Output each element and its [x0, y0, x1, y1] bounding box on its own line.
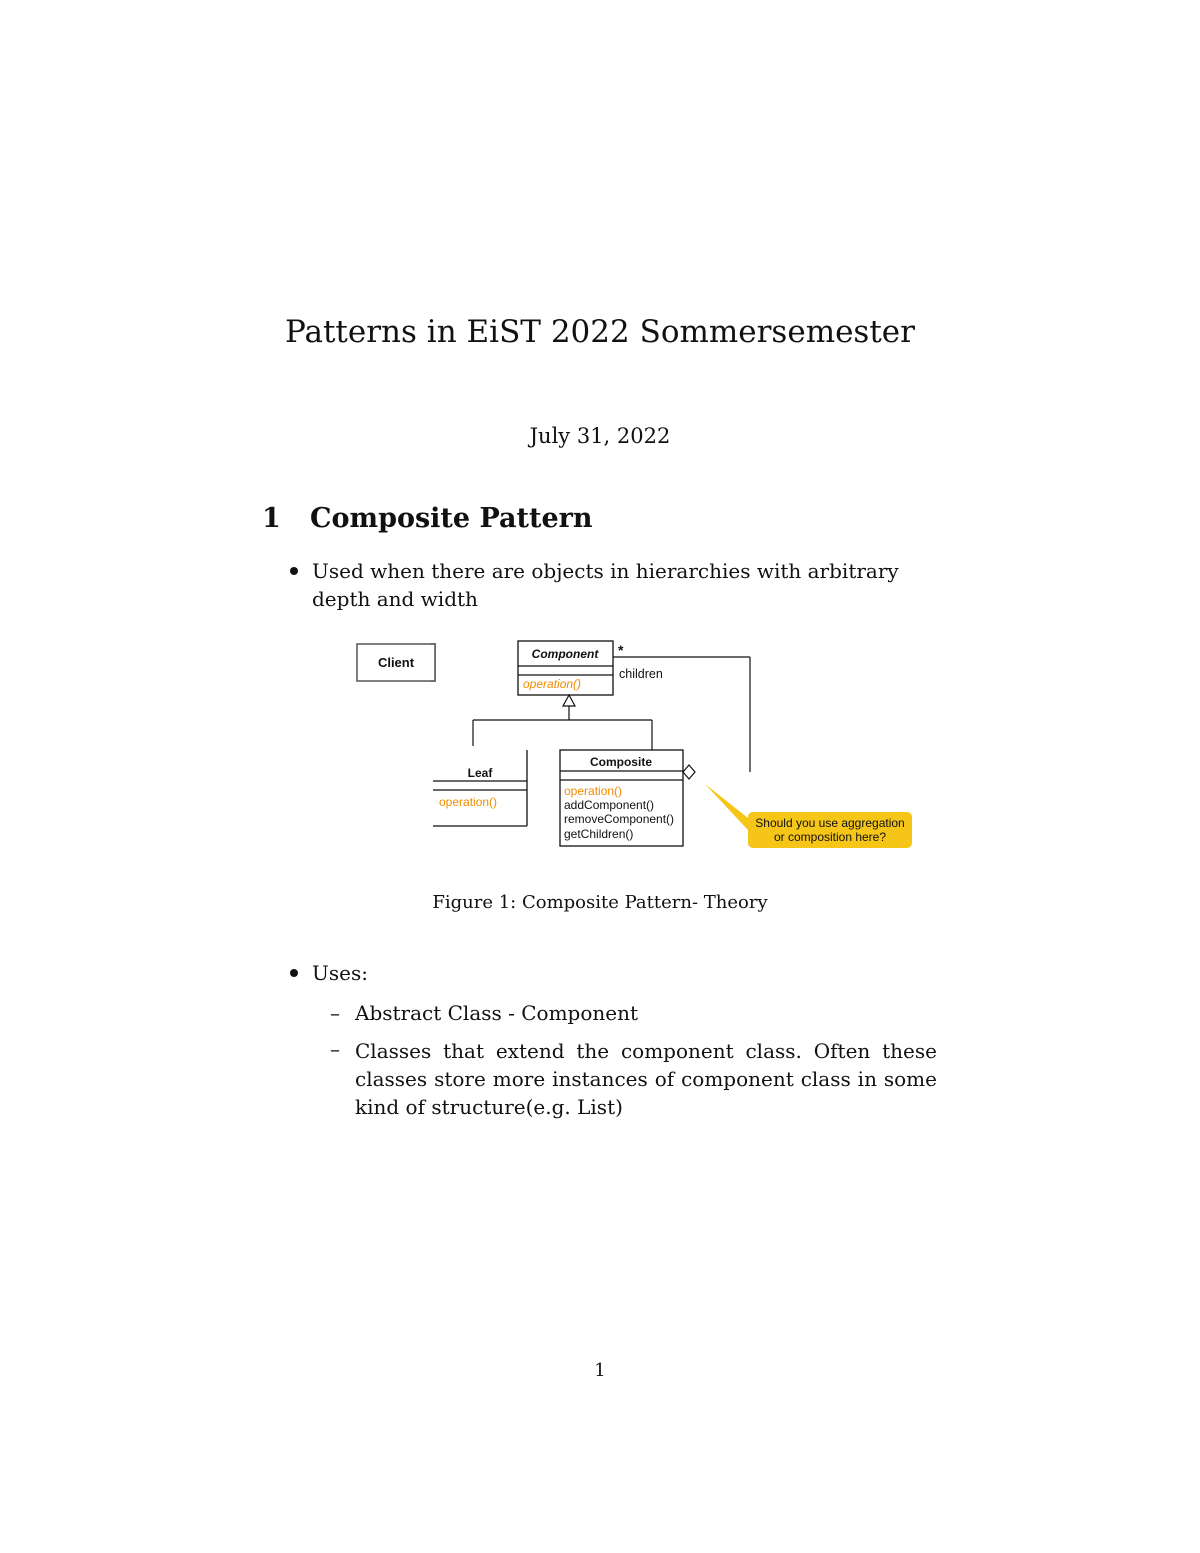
section-title: Composite Pattern [310, 503, 593, 534]
client-box [355, 642, 439, 684]
component-operation: operation() [523, 677, 582, 691]
callout-line-2: or composition here? [773, 830, 887, 844]
document-date: July 31, 2022 [529, 424, 671, 448]
callout-line-1: Should you use aggregation [755, 816, 905, 830]
page-number: 1 [594, 1360, 606, 1381]
section-number: 1 [262, 503, 281, 534]
composite-method: operation() [564, 784, 623, 798]
composite-method: removeComponent() [564, 812, 675, 826]
document-title: Patterns in EiST 2022 Sommersemester [285, 314, 915, 350]
leaf-operation: operation() [439, 795, 498, 809]
multiplicity-label: * [618, 642, 624, 658]
bullet-text-hierarchies: Used when there are objects in hierarchies with arbitrary depth and width [312, 559, 899, 611]
component-label: Component [531, 647, 599, 661]
aggregation-diamond-icon [683, 765, 695, 779]
dash-icon: – [330, 1001, 340, 1025]
callout-note [705, 784, 912, 848]
sub-item-extending-classes: Classes that extend the component class. Often these classes store more instances of component class in some kind of structure(e.g. List) [355, 1039, 937, 1119]
component-class [518, 641, 613, 695]
composite-class [560, 750, 683, 846]
leaf-class [433, 750, 527, 826]
figure-caption: Figure 1: Composite Pattern- Theory [432, 892, 768, 913]
generalization-arrow [473, 695, 652, 750]
composite-label: Composite [589, 755, 653, 769]
sub-item-abstract-class: Abstract Class - Component [355, 1001, 639, 1025]
client-label: Client [377, 655, 415, 670]
bullet-icon [290, 969, 298, 977]
leaf-label: Leaf [467, 766, 493, 780]
dash-icon: – [330, 1037, 340, 1061]
composite-method: addComponent() [564, 798, 655, 812]
bullet-icon [290, 567, 298, 575]
role-label: children [619, 667, 663, 681]
bullet-text-uses: Uses: [312, 961, 368, 985]
composite-pattern-diagram [430, 636, 920, 856]
composite-method: getChildren() [564, 827, 634, 841]
